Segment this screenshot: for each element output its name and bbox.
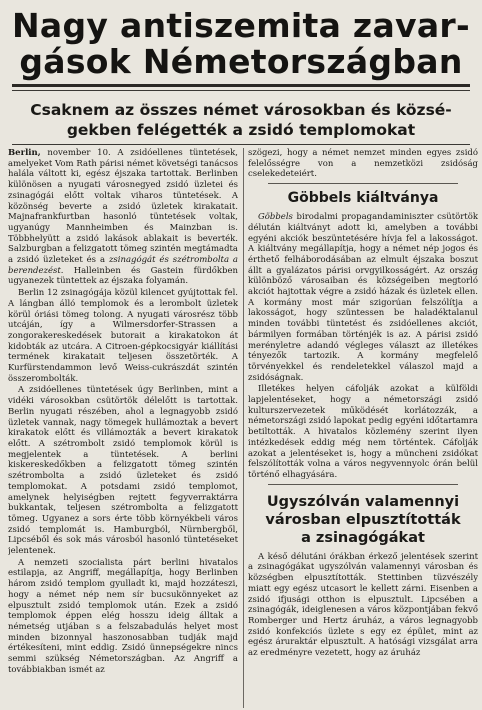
right-paragraph-2: Illetékes helyen cáfolják azokat a külföldi lapjelentéseket, hogy a németországi zsidó kulturszervezetek működését korlátozzák, a németországi zsidó lapokat pedig egyéni időtartamra betiltották. A hivatalos közlemény szerint ilyen intézkedések eddig még nem történtek. Cáfolják azokat a jelentéseket is, hogy a müncheni zsidókat felszólították volna a város negyvennyolc órán belül történő elhagyására. — [248, 384, 478, 480]
rule-under-headline — [12, 84, 470, 87]
right-column — [248, 148, 478, 710]
right-paragraph-0: szögezi, hogy a német nemzet minden egyes zsidó felelősségre von a nemzetközi zsidóság cselekedeteiért. — [248, 148, 478, 180]
headline-line-1: Nagy antiszemita zavar- — [12, 6, 470, 45]
right-paragraph-3: A késő délutáni órákban érkező jelentések szerint a zsinagógákat ugyszólván valamennyi városban és községben elpusztították. Stettinben tüzvészély miatt egy egész utcasort le kellett zárni. Eisenben a zsidó ifjusági otthon is elpusztult. Lipcsében a zsinagógák, ideiglenesen a város központjában fekvő Romberger und Hertz áruház, a város legnagyobb zsidó konfekciós üzlete s egy ez épület, mint az egész áruraktár elpusztult. A hatósági vizsgálat arra az eredményre vezetett, hogy az áruház — [248, 551, 478, 659]
headline-line-2: gások Németországban — [19, 42, 463, 81]
section-rule-2 — [268, 484, 458, 485]
left-paragraph-1: Berlin, november 10. A zsidóellenes tüntetések, amelyeket Vom Rath párisi német követségi tanácsos halála váltott ki, egész éjszaka tartottak. Berlinben különösen a nyugati városnegyed zsidó üzletei és zsinagógái előtt voltak viharos tüntetések. A közönség beverte a zsidó üzletek kirakatait. Majnafrankfurtban hasonló tüntetések voltak, ugyanúgy Mannheimben és Mainzban is. Többhelyütt a zsidó lakások ablakait is beverték. Salzburgban a felizgatott tömeg szintén megtámadta a zsidó üzleteket és a zsinagógát és szétrombolta a berendezést. Halleinben és Gastein fürdőkben ugyanezek tüntettek az éjszaka folyamán. — [8, 148, 238, 287]
section-title-gobbels: Göbbels kiáltványa — [287, 190, 439, 207]
section-rule-1 — [268, 183, 458, 184]
headline — [6, 8, 476, 80]
subheadline — [10, 100, 472, 140]
left-paragraph-4: A nemzeti szocialista párt berlini hivatalos estilapja, az Angriff, megállapítja, hogy Berlinben három zsidó templom gyulladt ki, majd hozzáteszi, hogy a német nép nem sír bucsukönnyeket az elpusztult zsidó templomok után. Ezek a zsidó templomok éppen elég hosszu ideig álltak a németség utjában s a felszabadulás helyet most minden bizonnyal haszonosabban tudják majd értékesíteni, mint eddig. Zsidó ünnepségekre nincs semmi szükség Németországban. Az Angriff a továbbiakban ismét az — [8, 557, 238, 675]
section-title-synagogues: Ugyszólván valamennyi városban elpusztították a zsinagógákat — [265, 493, 461, 546]
column-separator — [243, 148, 244, 708]
left-paragraph-3: A zsidóellenes tüntetések úgy Berlinben, mint a vidéki városokban csütörtök délelőtt is tartottak. Berlin nyugati részében, ahol a legnagyobb zsidó üzletek vannak, nagy tömegek hullámoztak a bevert kirakatok előtt és villámozták a bevert kirakatok előtt. A szétrombolt zsidó templomok körül is megjelentek a tüntetések. A berlini kiskereskedőkben a felizgatott tömeg szintén szétrombolta a zsidó üzleteket és zsidó templomokat. A potsdami zsidó templomot, amelynek helyiségben rejtett fegyverraktárra bukkantak, teljesen szétrombolta a felizgatott tömeg. Ugyanez a sors érte több környékbeli város zsidó templomát is. Hamburgból, Nürnbergből, Lipcséből és sok más városból hasonló tüntetéseket jelentenek. — [8, 385, 238, 557]
left-paragraph-2: Berlin 12 zsinagógája közül kilencet gyújtottak fel. A lángban álló templomok és a lerombolt üzletek körül óriási tömeg tolong. A nyugati városrész több utcáján, így a Wilmersdorfer-Strassen a zongorakereskedések butorait a kirakatokon át kidobták az utcára. A Citroen-gépkocsigyár kiállítási termének kirakatait teljesen összetörték. A Kurfürstendammon levő Weiss-cukrászdát szintén összerombolták. — [8, 288, 238, 384]
subheadline-line-1: Csaknem az összes német városokban és közsé- — [30, 101, 452, 119]
subheadline-line-2: gekben felégették a zsidó templomokat — [66, 121, 416, 139]
rule-under-subheadline — [12, 144, 470, 145]
rule-under-headline-thin — [12, 90, 470, 91]
right-paragraph-1: Göbbels birodalmi propagandaminiszter csütörtök délután kiáltványt adott ki, amelyben a további egyéni akciók beszüntetésére hívja fel a lakosságot. A kiáltvány megállapítja, hogy a német nép jogos és érthető felháborodásában az elmult éjszaka boszut állt a gyalázatos párisi orvgyilkosságért. Az ország különböző városaiban és községeiben megtorló akciót hajtottak végre a zsidó házak és üzletek ellen. A kormány most már szigorúan felszólítja a lakosságot, hogy szüntessen be haladéktalanul minden további tüntetést és zsidóellenes akciót, bármilyen formában történjék is az. A párisi zsidó merényletre adandó végleges választ az illetékes tényezők tartozik. A kormány megfelelő törvényekkel és rendeletekkel válaszol majd a zsidóságnak. — [248, 212, 478, 383]
left-column — [8, 148, 238, 710]
dateline: Berlin, — [8, 148, 41, 158]
